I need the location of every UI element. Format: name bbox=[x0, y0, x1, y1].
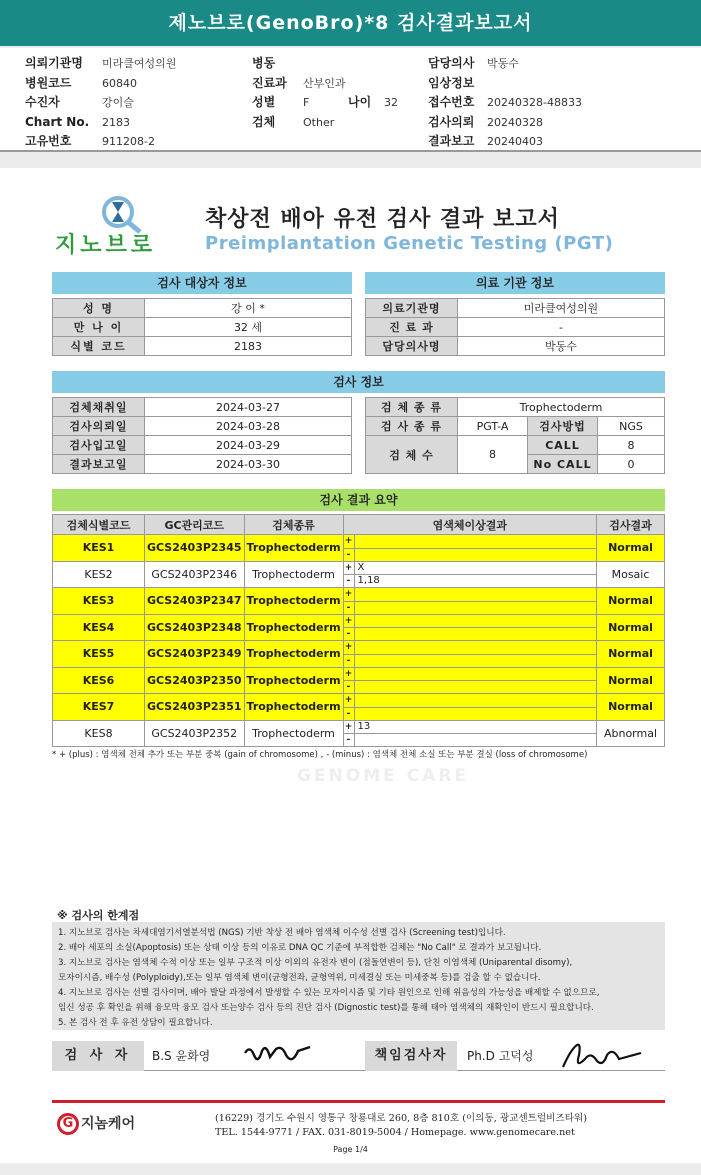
plus-sign: + bbox=[344, 641, 355, 654]
test-type-key: 검 사 종 류 bbox=[366, 417, 458, 436]
minus-sign: - bbox=[344, 602, 355, 614]
exam-value: 2024-03-27 bbox=[145, 398, 352, 417]
specimen-type-cell: Trophectoderm bbox=[244, 588, 343, 615]
minus-sign: - bbox=[344, 628, 355, 640]
page-number: Page 1/4 bbox=[333, 1145, 368, 1154]
result-cell: Abnormal bbox=[597, 720, 665, 747]
method-key: 검사방법 bbox=[528, 417, 598, 436]
minus-line bbox=[344, 733, 596, 746]
limit-line: 4. 지노브로 검사는 선별 검사이며, 배아 발달 과정에서 발생할 수 있는 모자이시즘 및 기타 원인으로 인해 위음성의 가능성을 배제할 수 없으므로, bbox=[58, 988, 600, 998]
limits-title: ※ 검사의 한계점 bbox=[57, 909, 140, 922]
result-row bbox=[53, 641, 665, 668]
subject-value: 2183 bbox=[145, 337, 352, 356]
window-title: 제노브로(GenoBro)*8 검사결과보고서 bbox=[0, 0, 701, 46]
header-key: 결과보고 bbox=[428, 134, 475, 148]
plus-line bbox=[344, 668, 596, 681]
gc-code-cell: GCS2403P2348 bbox=[145, 614, 245, 641]
header-value: 산부인과 bbox=[303, 76, 346, 90]
minus-sign: - bbox=[344, 549, 355, 561]
exam-key: 검사입고일 bbox=[53, 436, 145, 455]
count-value: 8 bbox=[458, 436, 528, 474]
footer-contact-line: TEL. 1544-9771 / FAX. 031-8019-5004 / Homepage. www.genomecare.net bbox=[215, 1127, 575, 1138]
call-key: CALL bbox=[528, 436, 598, 455]
plus-sign: + bbox=[344, 694, 355, 707]
header-value: 911208-2 bbox=[102, 135, 155, 148]
header-value: F bbox=[303, 96, 310, 109]
chromosome-cell bbox=[343, 535, 596, 562]
header-value: 강이슬 bbox=[102, 96, 134, 109]
header-value: 미라클여성의원 bbox=[102, 57, 177, 70]
result-cell: Normal bbox=[597, 641, 665, 668]
gc-code-cell: GCS2403P2347 bbox=[145, 588, 245, 615]
col-header: 검체종류 bbox=[244, 515, 343, 535]
result-row bbox=[53, 588, 665, 615]
result-row bbox=[53, 614, 665, 641]
exam-key: 결과보고일 bbox=[53, 455, 145, 474]
genomecare-g-icon: G bbox=[57, 1113, 79, 1135]
col-header: 검체식별코드 bbox=[53, 515, 145, 535]
institution-key: 진 료 과 bbox=[366, 318, 458, 337]
minus-line bbox=[344, 601, 596, 614]
plus-sign: + bbox=[344, 588, 355, 601]
specimen-type-key: 검 체 종 류 bbox=[366, 398, 458, 417]
minus-sign: - bbox=[344, 655, 355, 667]
plus-chromosomes bbox=[355, 588, 358, 601]
gc-code-cell: GCS2403P2352 bbox=[145, 720, 245, 747]
plus-chromosomes: X bbox=[357, 561, 365, 573]
plus-chromosomes bbox=[355, 535, 358, 548]
header-row bbox=[0, 113, 701, 132]
test-type-value: PGT-A bbox=[458, 417, 528, 436]
header-key: 병원코드 bbox=[25, 75, 72, 90]
exam-key: 검체채취일 bbox=[53, 398, 145, 417]
minus-sign: - bbox=[344, 708, 355, 720]
chromosome-cell bbox=[343, 667, 596, 694]
plus-line bbox=[344, 721, 596, 734]
gc-code-cell: GCS2403P2350 bbox=[145, 667, 245, 694]
exam-value: 2024-03-28 bbox=[145, 417, 352, 436]
header-key: 수진자 bbox=[25, 95, 60, 109]
institution-heading: 의료 기관 정보 bbox=[365, 272, 665, 294]
chromosome-cell bbox=[343, 561, 596, 588]
header-key: 성별 bbox=[252, 95, 276, 109]
plus-chromosomes bbox=[355, 694, 358, 707]
subject-value: 32 세 bbox=[145, 318, 352, 337]
results-table bbox=[52, 514, 665, 747]
chromosome-cell bbox=[343, 614, 596, 641]
header-value: 20240403 bbox=[487, 135, 543, 148]
chromosome-cell bbox=[343, 720, 596, 747]
examiner-signature-icon bbox=[240, 1041, 320, 1071]
minus-chromosomes bbox=[355, 708, 358, 720]
institution-table bbox=[365, 298, 665, 356]
logo-text: 지노브로 bbox=[55, 233, 157, 258]
subject-table bbox=[52, 298, 352, 356]
footer-divider bbox=[52, 1100, 665, 1103]
specimen-type-cell: Trophectoderm bbox=[244, 535, 343, 562]
result-row bbox=[53, 535, 665, 562]
specimen-type-cell: Trophectoderm bbox=[244, 720, 343, 747]
exam-key: 검사의뢰일 bbox=[53, 417, 145, 436]
exam-value: 2024-03-30 bbox=[145, 455, 352, 474]
specimen-id-cell: KES8 bbox=[53, 720, 145, 747]
specimen-type-cell: Trophectoderm bbox=[244, 694, 343, 721]
specimen-id-cell: KES6 bbox=[53, 667, 145, 694]
header-value: 20240328-48833 bbox=[487, 96, 582, 109]
plus-line bbox=[344, 535, 596, 548]
header-value: 20240328 bbox=[487, 115, 543, 129]
specimen-type-cell: Trophectoderm bbox=[244, 641, 343, 668]
result-cell: Normal bbox=[597, 535, 665, 562]
minus-line bbox=[344, 680, 596, 693]
header-row bbox=[0, 132, 701, 151]
gc-code-cell: GCS2403P2345 bbox=[145, 535, 245, 562]
minus-sign: - bbox=[344, 575, 355, 587]
plus-chromosomes bbox=[355, 668, 358, 681]
responsible-signature-icon bbox=[557, 1041, 647, 1073]
gc-code-cell: GCS2403P2349 bbox=[145, 641, 245, 668]
specimen-type-value: Trophectoderm bbox=[458, 398, 665, 417]
header-value: Other bbox=[303, 115, 335, 129]
responsible-name: Ph.D 고덕성 bbox=[467, 1049, 534, 1063]
exam-specimen-table bbox=[365, 397, 665, 474]
examiner-label: 검 사 자 bbox=[52, 1041, 144, 1071]
signature-row bbox=[52, 1041, 665, 1071]
doc-title: 착상전 배아 유전 검사 결과 보고서 bbox=[205, 207, 560, 232]
header-row bbox=[0, 54, 701, 73]
minus-chromosomes bbox=[355, 655, 358, 667]
header-key: 임상정보 bbox=[428, 75, 475, 90]
specimen-id-cell: KES2 bbox=[53, 561, 145, 588]
chromosome-cell bbox=[343, 694, 596, 721]
limit-line: 5. 본 검사 전 후 유전 상담이 필요합니다. bbox=[58, 1018, 213, 1028]
specimen-id-cell: KES3 bbox=[53, 588, 145, 615]
plus-line bbox=[344, 615, 596, 628]
limits-box bbox=[52, 922, 665, 1030]
col-header: GC관리코드 bbox=[145, 515, 245, 535]
exam-value: 2024-03-29 bbox=[145, 436, 352, 455]
subject-heading: 검사 대상자 정보 bbox=[52, 272, 352, 294]
header-row bbox=[0, 93, 701, 112]
count-key: 검 체 수 bbox=[366, 436, 458, 474]
header-key: 진료과 bbox=[252, 75, 287, 90]
nocall-key: No CALL bbox=[528, 455, 598, 474]
subject-key: 식별 코드 bbox=[53, 337, 145, 356]
footer-address bbox=[215, 1112, 587, 1140]
result-cell: Normal bbox=[597, 588, 665, 615]
header-row bbox=[0, 74, 701, 93]
plus-sign: + bbox=[344, 721, 355, 734]
minus-chromosomes bbox=[355, 734, 358, 746]
header-value: 2183 bbox=[102, 115, 130, 129]
plus-sign: + bbox=[344, 562, 355, 575]
plus-chromosomes bbox=[355, 615, 358, 628]
specimen-id-cell: KES5 bbox=[53, 641, 145, 668]
header-key: Chart No. bbox=[25, 114, 90, 129]
subject-key: 성 명 bbox=[53, 299, 145, 318]
col-header: 염색체이상결과 bbox=[343, 515, 596, 535]
plus-sign: + bbox=[344, 615, 355, 628]
header-key: 검체 bbox=[252, 114, 276, 129]
footer-address-line: (16229) 경기도 수원시 영통구 창룡대로 260, 8층 810호 (이의동, 광교센트럴비즈타워) bbox=[215, 1113, 587, 1124]
minus-line bbox=[344, 627, 596, 640]
minus-line bbox=[344, 548, 596, 561]
plus-sign: + bbox=[344, 668, 355, 681]
limit-line: 임신 성공 후 확인을 위해 융모막 융모 검사 또는양수 검사 등의 진단 검사 (Dignostic test)를 통해 태아 염색체의 재확인이 반드시 필요합니다. bbox=[58, 1003, 594, 1013]
minus-chromosomes bbox=[355, 602, 358, 614]
age-value: 32 bbox=[384, 96, 398, 109]
minus-sign: - bbox=[344, 734, 355, 746]
result-cell: Mosaic bbox=[597, 561, 665, 588]
method-value: NGS bbox=[598, 417, 665, 436]
specimen-type-cell: Trophectoderm bbox=[244, 561, 343, 588]
limit-line: 모자이시즘, 배수성 (Polyploidy),또는 일부 염색체 변이(균형전좌, 균형역위, 미세결실 또는 미세중복 등)를 검출 할 수 없습니다. bbox=[58, 973, 541, 983]
result-cell: Normal bbox=[597, 667, 665, 694]
doc-subtitle: Preimplantation Genetic Testing (PGT) bbox=[205, 233, 614, 254]
minus-sign: - bbox=[344, 681, 355, 693]
legend-note: * + (plus) : 염색체 전체 추가 또는 부분 중복 (gain of chromosome) , - (minus) : 염색체 전체 소실 또는 부분 결실 (loss of chromosome) bbox=[52, 750, 588, 760]
result-row bbox=[53, 720, 665, 747]
institution-key: 의료기관명 bbox=[366, 299, 458, 318]
institution-value: 박동수 bbox=[458, 337, 665, 356]
result-row bbox=[53, 561, 665, 588]
responsible-label: 책임검사자 bbox=[365, 1041, 457, 1071]
results-heading: 검사 결과 요약 bbox=[52, 489, 665, 511]
header-key: 의뢰기관명 bbox=[25, 56, 83, 70]
gc-code-cell: GCS2403P2351 bbox=[145, 694, 245, 721]
header-value: 60840 bbox=[102, 76, 137, 90]
plus-line bbox=[344, 694, 596, 707]
result-row bbox=[53, 694, 665, 721]
minus-chromosomes bbox=[355, 549, 358, 561]
header-key: 접수번호 bbox=[428, 95, 475, 109]
institution-value: - bbox=[458, 318, 665, 337]
chromosome-cell bbox=[343, 588, 596, 615]
specimen-id-cell: KES7 bbox=[53, 694, 145, 721]
institution-key: 담당의사명 bbox=[366, 337, 458, 356]
limit-line: 3. 지노브로 검사는 염색체 수적 이상 또는 일부 구조적 이상 이외의 유전자 변이 (점돌연변이 등), 단친 이염색체 (Uniparental disomy), bbox=[58, 958, 573, 968]
minus-chromosomes bbox=[355, 681, 358, 693]
minus-chromosomes bbox=[355, 628, 358, 640]
genobro-logo bbox=[55, 198, 175, 256]
header-key: 고유번호 bbox=[25, 134, 72, 148]
plus-chromosomes: 13 bbox=[357, 720, 371, 732]
examiner-name: B.S 윤화영 bbox=[152, 1049, 211, 1063]
gc-code-cell: GCS2403P2346 bbox=[145, 561, 245, 588]
header-value: 박동수 bbox=[487, 57, 519, 70]
specimen-type-cell: Trophectoderm bbox=[244, 614, 343, 641]
call-value: 8 bbox=[598, 436, 665, 455]
minus-line bbox=[344, 707, 596, 720]
plus-line bbox=[344, 641, 596, 654]
specimen-type-cell: Trophectoderm bbox=[244, 667, 343, 694]
header-key: 담당의사 bbox=[428, 56, 475, 70]
age-key: 나이 bbox=[348, 95, 372, 109]
footer-logo-text: 지놈케어 bbox=[81, 1116, 136, 1132]
nocall-value: 0 bbox=[598, 455, 665, 474]
chromosome-cell bbox=[343, 641, 596, 668]
limit-line: 2. 배아 세포의 소실(Apoptosis) 또는 상태 이상 등의 이유로 DNA QC 기준에 부적합한 검체는 "No Call" 로 결과가 보고됩니다. bbox=[58, 943, 542, 953]
minus-line bbox=[344, 654, 596, 667]
subject-value: 강 이 * bbox=[145, 299, 352, 318]
specimen-id-cell: KES4 bbox=[53, 614, 145, 641]
col-header: 검사결과 bbox=[597, 515, 665, 535]
patient-header bbox=[0, 48, 701, 152]
plus-line bbox=[344, 562, 596, 575]
plus-line bbox=[344, 588, 596, 601]
minus-line bbox=[344, 574, 596, 587]
exam-dates-table bbox=[52, 397, 352, 474]
limit-line: 1. 지노브로 검사는 차세대염기서열분석법 (NGS) 기반 착상 전 배아 염색체 이수성 선별 검사 (Screening test)입니다. bbox=[58, 928, 506, 938]
genomecare-logo bbox=[57, 1113, 135, 1135]
watermark: GENOME CARE bbox=[297, 766, 470, 786]
institution-value: 미라클여성의원 bbox=[458, 299, 665, 318]
plus-chromosomes bbox=[355, 641, 358, 654]
subject-key: 만 나 이 bbox=[53, 318, 145, 337]
result-row bbox=[53, 667, 665, 694]
plus-sign: + bbox=[344, 535, 355, 548]
minus-chromosomes: 1,18 bbox=[357, 575, 380, 587]
exam-heading: 검사 정보 bbox=[52, 371, 665, 393]
header-key: 검사의뢰 bbox=[428, 114, 475, 129]
result-cell: Normal bbox=[597, 614, 665, 641]
result-cell: Normal bbox=[597, 694, 665, 721]
header-key: 병동 bbox=[252, 56, 276, 70]
specimen-id-cell: KES1 bbox=[53, 535, 145, 562]
